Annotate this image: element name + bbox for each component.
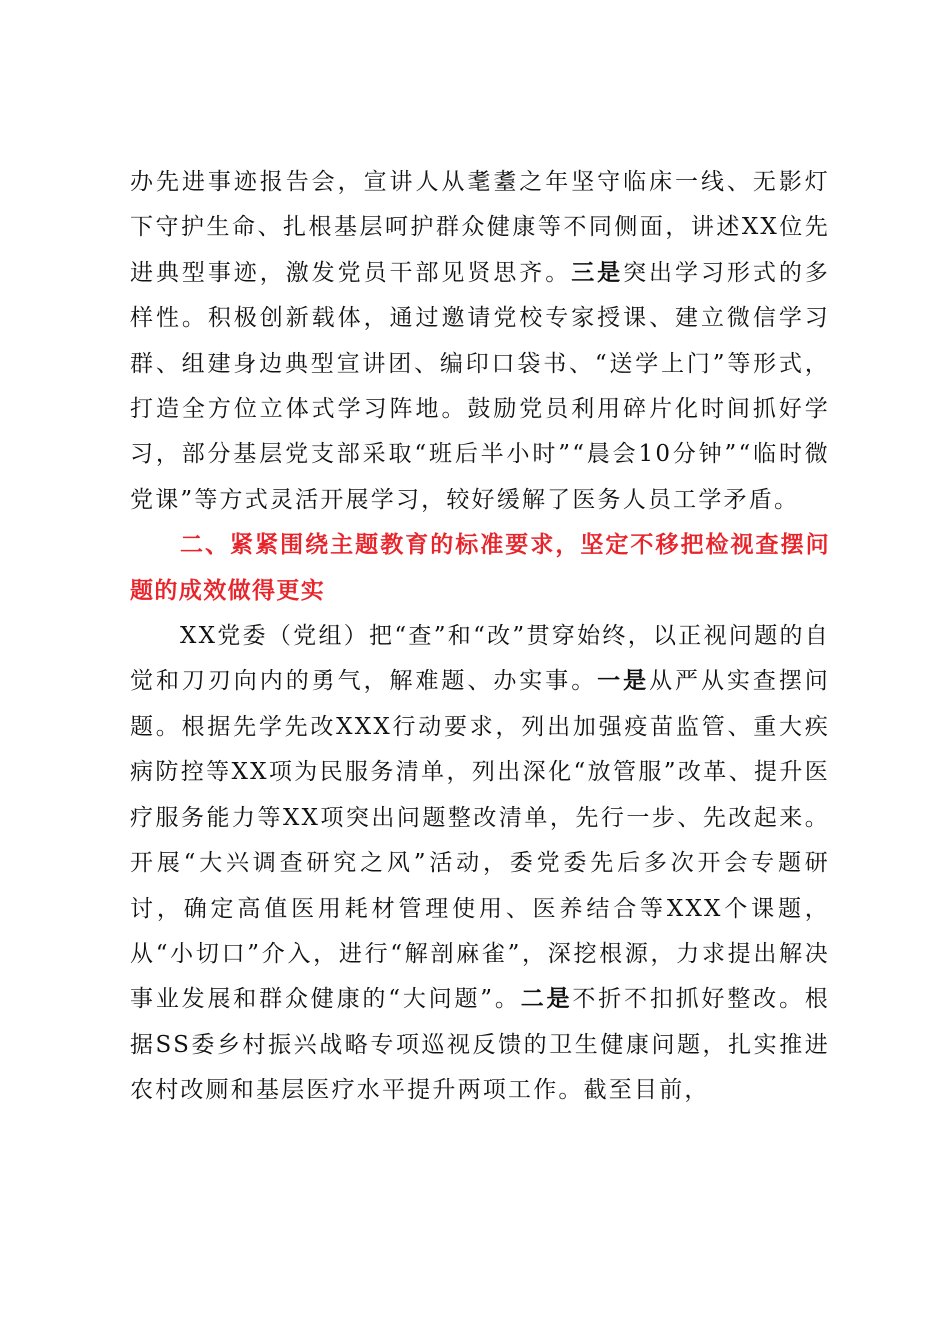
bold-lead-2: 二是	[520, 986, 573, 1013]
paragraph-continued	[130, 160, 830, 523]
paragraph-text: 不折不扣抓好整改。根据SS委乡村振兴战略专项巡视反馈的卫生健康问题，扎实推进农村改厕和基层医疗水平提升两项工作。截至目前，	[130, 986, 830, 1104]
paragraph-text: XX党委（党组）把“查”和“改”贯穿始终，以正视问题的自觉和刀刃向内的勇气，解难题、办实事。	[130, 623, 830, 695]
section-heading-2: 二、紧紧围绕主题教育的标准要求，坚定不移把检视查摆问题的成效做得更实	[130, 532, 830, 604]
paragraph-text: 突出学习形式的多样性。积极创新载体，通过邀请党校专家授课、建立微信学习群、组建身边典型宣讲团、编印口袋书、“送学上门”等形式，打造全方位立体式学习阵地。鼓励党员利用碎片化时间抓好学习，部分基层党支部采取“班后半小时”“晨会10分钟”“临时微党课”等方式灵活开展学习，较好缓解了医务人员工学矛盾。	[130, 259, 830, 513]
paragraph-section-2	[130, 614, 830, 1113]
paragraph-text: 从严从实查摆问题。根据先学先改XXX行动要求，列出加强疫苗监管、重大疾病防控等XX项为民服务清单，列出深化“放管服”改革、提升医疗服务能力等XX项突出问题整改清单，先行一步、先改起来。开展“大兴调查研究之风”活动，委党委先后多次开会专题研讨，确定高值医用耗材管理使用、医养结合等XXX个课题，从“小切口”介入，进行“解剖麻雀”，深挖根源，力求提出解决事业发展和群众健康的“大问题”。	[130, 668, 830, 1013]
bold-lead-1: 一是	[597, 668, 650, 695]
document-body	[130, 160, 830, 1114]
paragraph-text: 办先进事迹报告会，宣讲人从耄耋之年坚守临床一线、无影灯下守护生命、扎根基层呵护群众健康等不同侧面，讲述XX位先进典型事迹，激发党员干部见贤思齐。	[130, 169, 830, 286]
bold-lead-3: 三是	[571, 259, 624, 286]
